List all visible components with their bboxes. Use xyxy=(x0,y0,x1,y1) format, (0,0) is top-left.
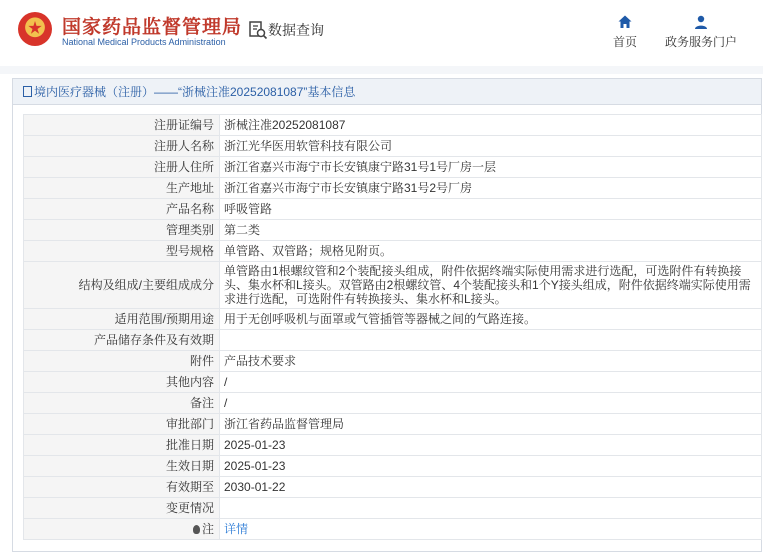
table-row xyxy=(24,393,762,414)
detail-panel xyxy=(12,78,762,552)
row-label: 生产地址 xyxy=(24,178,220,199)
user-icon xyxy=(693,14,709,30)
data-query-link[interactable]: 数据查询 xyxy=(268,22,324,38)
table-row xyxy=(24,241,762,262)
details-link[interactable]: 详情 xyxy=(224,522,249,536)
row-label: 注册人名称 xyxy=(24,136,220,157)
row-value: 单管路、双管路；规格见附页。 xyxy=(220,241,762,262)
table-row xyxy=(24,372,762,393)
table-row xyxy=(24,199,762,220)
row-value: 2025-01-23 xyxy=(220,435,762,456)
row-value: 浙江省药品监督管理局 xyxy=(220,414,762,435)
row-label: 产品储存条件及有效期 xyxy=(24,330,220,351)
site-name[interactable]: 国家药品监督管理局 xyxy=(62,17,243,38)
table-row xyxy=(24,498,762,519)
table-row xyxy=(24,456,762,477)
note-value-cell xyxy=(220,519,762,540)
row-value: 第二类 xyxy=(220,220,762,241)
table-row xyxy=(24,351,762,372)
table-row xyxy=(24,178,762,199)
row-label: 型号规格 xyxy=(24,241,220,262)
row-label: 注册证编号 xyxy=(24,115,220,136)
site-header xyxy=(0,0,763,66)
table-row xyxy=(24,309,762,330)
table-row xyxy=(24,477,762,498)
document-icon xyxy=(23,86,32,97)
row-value xyxy=(220,330,762,351)
home-icon xyxy=(617,14,633,30)
table-row xyxy=(24,435,762,456)
note-label-cell xyxy=(24,519,220,540)
data-query-icon[interactable] xyxy=(248,20,268,40)
row-value: 产品技术要求 xyxy=(220,351,762,372)
row-label: 管理类别 xyxy=(24,220,220,241)
row-value: 浙江省嘉兴市海宁市长安镇康宁路31号2号厂房 xyxy=(220,178,762,199)
row-label: 有效期至 xyxy=(24,477,220,498)
row-value: 2025-01-23 xyxy=(220,456,762,477)
table-row xyxy=(24,136,762,157)
row-value: / xyxy=(220,393,762,414)
panel-title: 境内医疗器械（注册）——“浙械注准20252081087”基本信息 xyxy=(34,85,356,99)
row-value xyxy=(220,498,762,519)
row-label: 审批部门 xyxy=(24,414,220,435)
table-row xyxy=(24,115,762,136)
nav-portal-label: 政务服务门户 xyxy=(664,35,737,49)
header-divider xyxy=(0,66,763,74)
nav-service-portal[interactable] xyxy=(660,14,742,50)
info-table xyxy=(23,114,762,540)
row-value: 单管路由1根螺纹管和2个装配接头组成，附件依据终端实际使用需求进行选配，可选附件有转换接头、集水杯和L接头。双管路由2根螺纹管、4个装配接头和1个Y接头组成，附件依据终端实际使用需求进行选配，可选附件有转换接头、集水杯和L接头。 xyxy=(220,262,762,309)
row-value: 浙械注准20252081087 xyxy=(220,115,762,136)
table-row xyxy=(24,157,762,178)
nav-home[interactable] xyxy=(606,14,644,50)
row-label: 产品名称 xyxy=(24,199,220,220)
panel-title-bar xyxy=(13,79,761,105)
row-label: 结构及组成/主要组成成分 xyxy=(24,262,220,309)
row-value: 用于无创呼吸机与面罩或气管插管等器械之间的气路连接。 xyxy=(220,309,762,330)
nav-home-label: 首页 xyxy=(612,35,637,49)
row-label: 其他内容 xyxy=(24,372,220,393)
row-value: 浙江光华医用软管科技有限公司 xyxy=(220,136,762,157)
row-label: 生效日期 xyxy=(24,456,220,477)
table-row xyxy=(24,519,762,540)
row-label: 注册人住所 xyxy=(24,157,220,178)
site-name-en: National Medical Products Administration xyxy=(62,37,226,47)
row-value: 2030-01-22 xyxy=(220,477,762,498)
row-label: 变更情况 xyxy=(24,498,220,519)
row-label: 适用范围/预期用途 xyxy=(24,309,220,330)
note-label: 注 xyxy=(201,522,214,536)
lightbulb-icon xyxy=(193,525,200,534)
table-row xyxy=(24,330,762,351)
row-value: 浙江省嘉兴市海宁市长安镇康宁路31号1号厂房一层 xyxy=(220,157,762,178)
table-row xyxy=(24,262,762,309)
emblem-logo-icon[interactable] xyxy=(18,12,52,46)
row-value: 呼吸管路 xyxy=(220,199,762,220)
table-row xyxy=(24,220,762,241)
table-row xyxy=(24,414,762,435)
row-label: 批准日期 xyxy=(24,435,220,456)
row-value: / xyxy=(220,372,762,393)
row-label: 附件 xyxy=(24,351,220,372)
row-label: 备注 xyxy=(24,393,220,414)
